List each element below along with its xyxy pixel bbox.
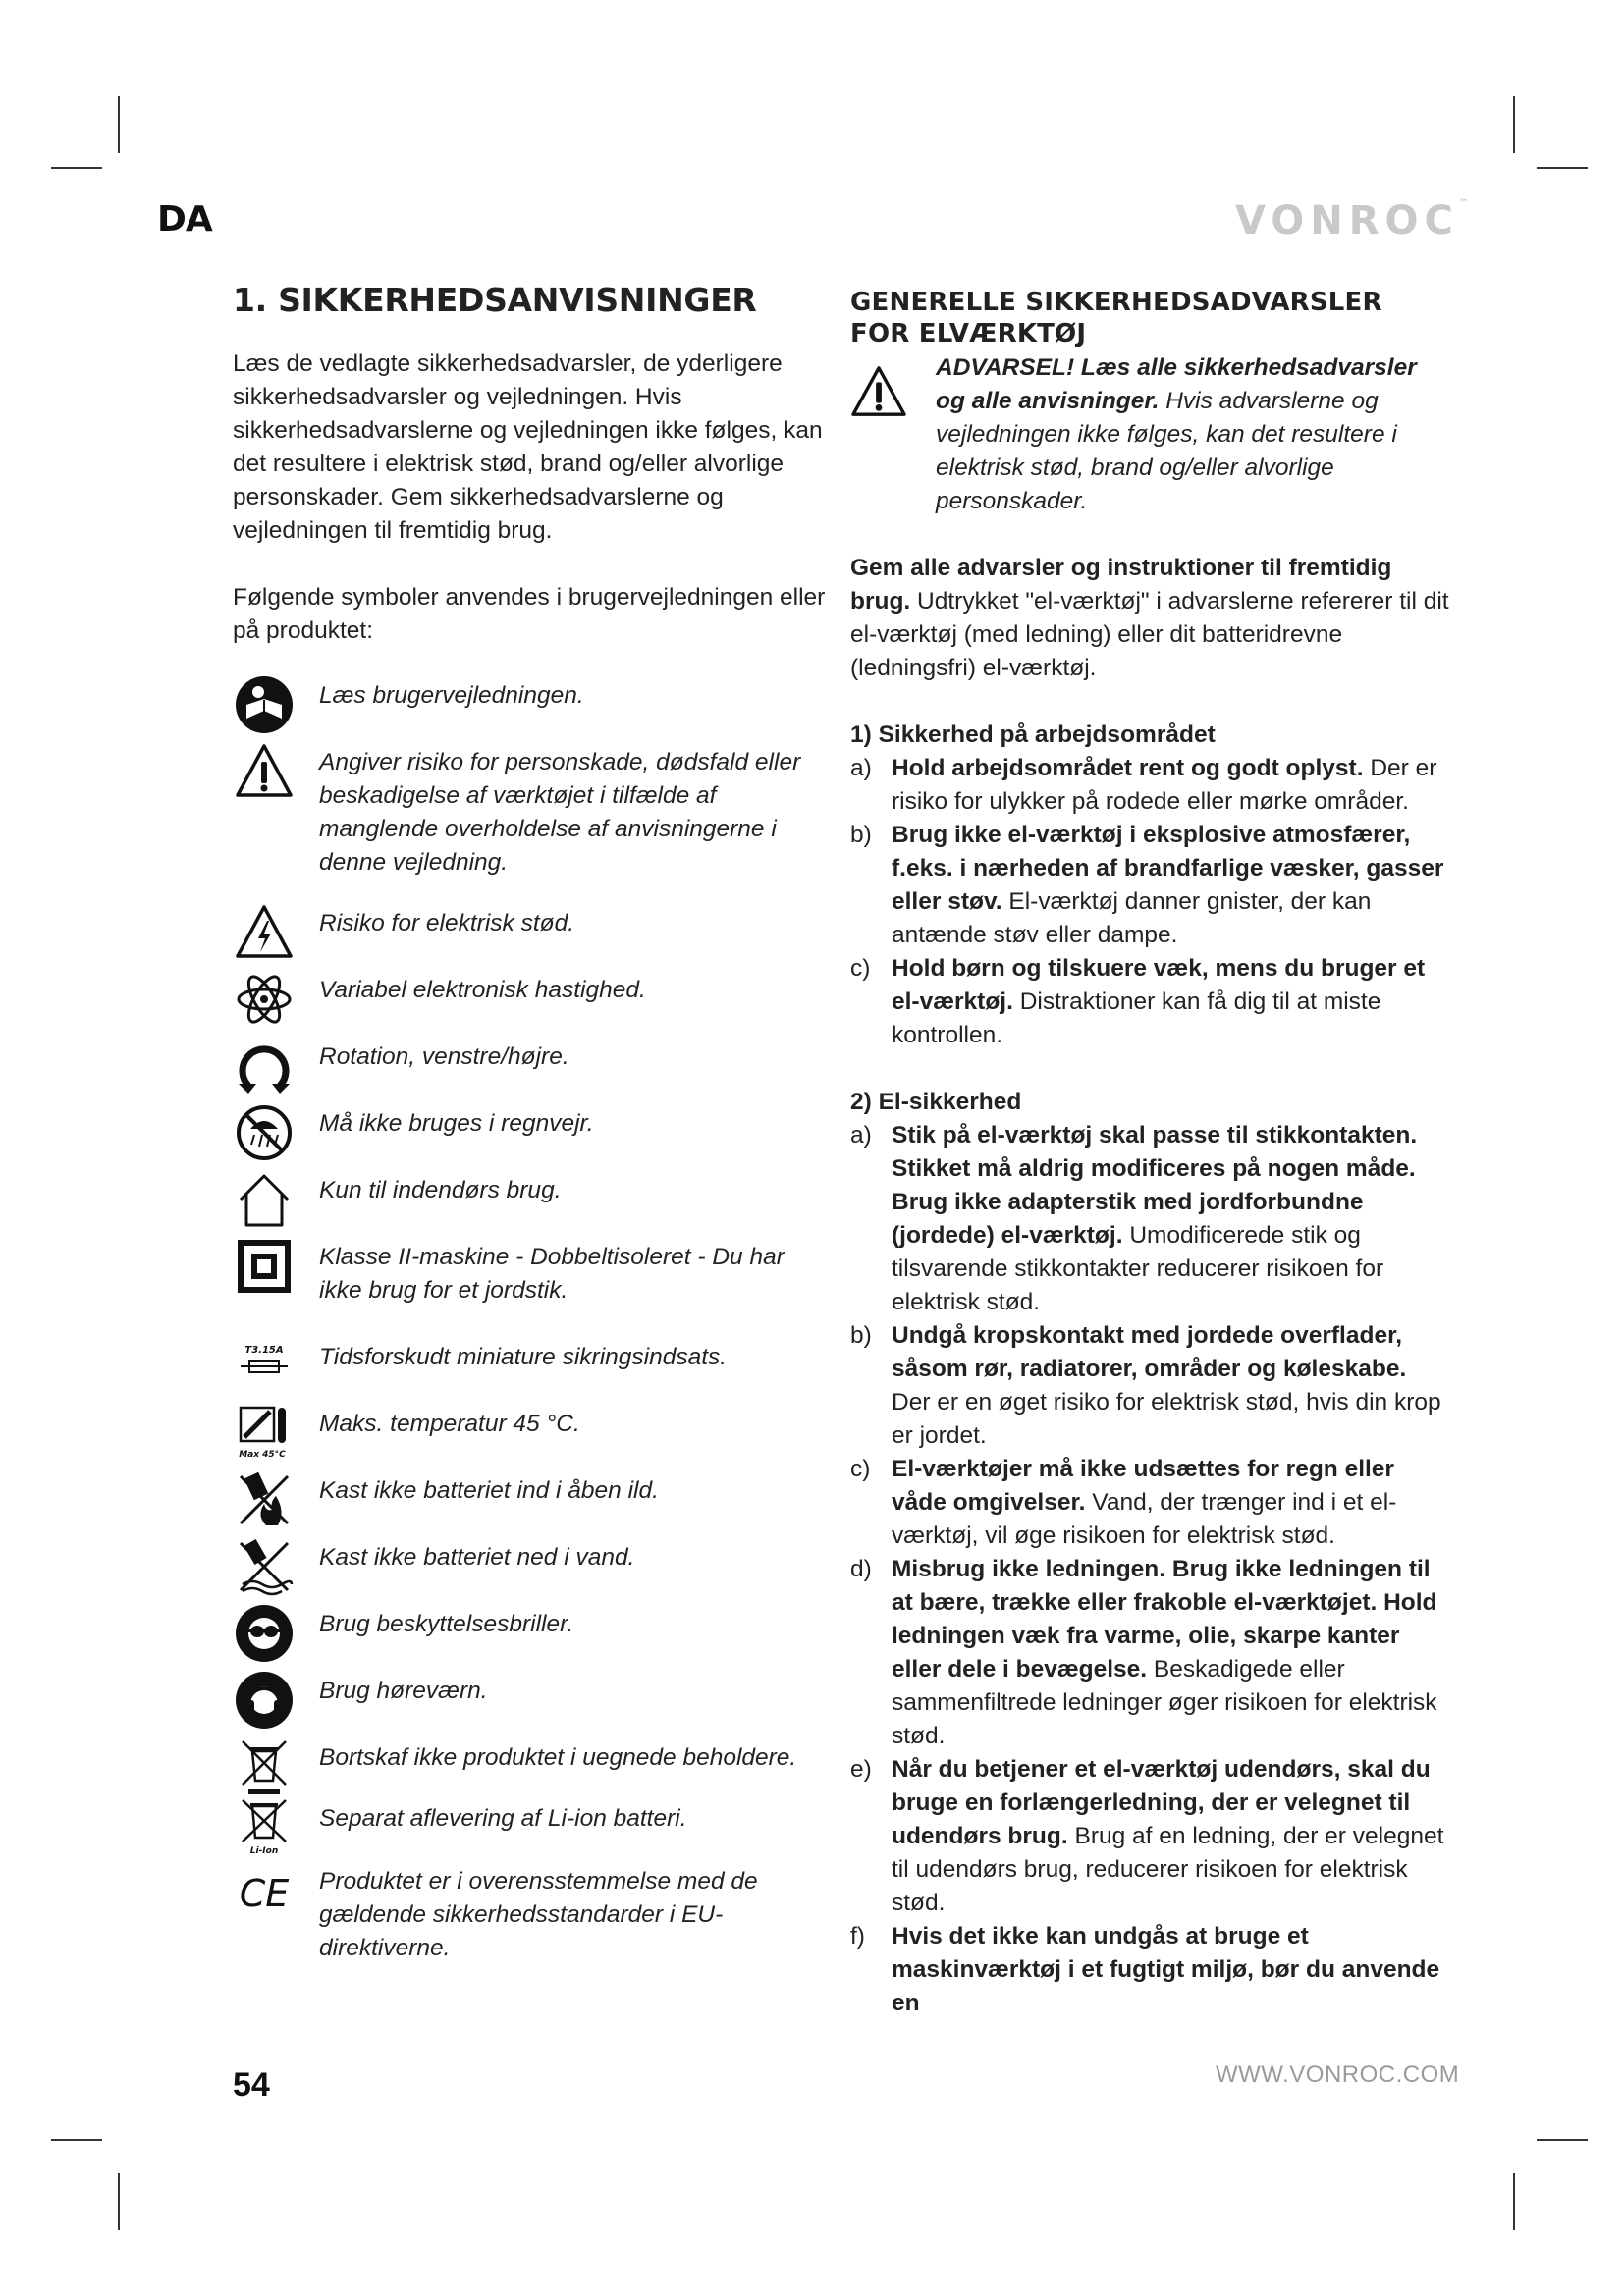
list-item xyxy=(850,1319,1449,1453)
max-temperature-icon xyxy=(233,1404,296,1463)
item-letter: a) xyxy=(850,1122,872,1148)
crop-mark xyxy=(51,2139,102,2141)
ce-mark-icon xyxy=(233,1861,296,1920)
symbol-row xyxy=(233,1865,832,1965)
no-fire-icon xyxy=(233,1470,296,1529)
brand-logo xyxy=(1235,198,1469,243)
symbol-list xyxy=(233,679,832,1965)
no-water-icon xyxy=(233,1537,296,1596)
safety-goggles-icon xyxy=(233,1604,296,1663)
crop-mark xyxy=(1537,167,1588,169)
website-link: WWW.VONROC.COM xyxy=(1216,2061,1460,2088)
item-text: Der er risiko for ulykker på rodede eller mørke områder. xyxy=(892,755,1437,815)
item-bold: Hold børn og tilskuere væk, mens du bruger et el-værktøj. xyxy=(892,955,1426,1015)
list-item xyxy=(850,1920,1449,2020)
list-item xyxy=(850,952,1449,1052)
symbol-description: Må ikke bruges i regnvejr. xyxy=(319,1110,594,1137)
item-bold: Misbrug ikke ledningen. Brug ikke ledningen til at bære, trække eller frakoble el-værktøjet. Hold ledningen væk fra varme, olie, skarpe kanter eller dele i bevægelse. xyxy=(892,1556,1437,1682)
crop-mark xyxy=(118,2173,120,2230)
symbol-row xyxy=(233,1474,832,1508)
symbol-description: Læs brugervejledningen. xyxy=(319,682,584,709)
symbol-row xyxy=(233,1107,832,1141)
intro-paragraph: Læs de vedlagte sikkerhedsadvarsler, de yderligere sikkerhedsadvarsler og vejledningen. Hvis sikkerhedsadvarslerne og vejledningen ikke følges, kan det resultere i elektrisk stød, brand og/eller alvorlige personskader. Gem sikkerhedsadvarslerne og vejledningen til fremtidig brug. xyxy=(233,350,823,544)
general-warnings-title: GENERELLE SIKKERHEDSADVARSLER FOR ELVÆRKTØJ xyxy=(850,288,1382,348)
warning-triangle-icon xyxy=(233,742,296,801)
symbol-row xyxy=(233,1802,832,1856)
item-letter: c) xyxy=(850,1456,871,1482)
left-column xyxy=(233,281,832,1965)
symbol-description: Kun til indendørs brug. xyxy=(319,1177,562,1203)
item-bold: Undgå kropskontakt med jordede overflader, såsom rør, radiatorer, områder og køleskabe. xyxy=(892,1322,1407,1382)
ce-label: CE xyxy=(239,1872,290,1915)
symbol-description: Separat aflevering af Li-ion batteri. xyxy=(319,1805,687,1832)
list-item xyxy=(850,1553,1449,1753)
ear-protection-icon xyxy=(233,1671,296,1730)
symbol-description: Brug beskyttelsesbriller. xyxy=(319,1611,574,1637)
symbol-description: Angiver risiko for personskade, dødsfald eller beskadigelse af værktøjet i tilfælde af manglende overholdelse af anvisningerne i denne vejledning. xyxy=(319,749,801,876)
symbol-row xyxy=(233,1541,832,1575)
symbol-description: Brug høreværn. xyxy=(319,1678,488,1704)
item-text: Der er en øget risiko for elektrisk stød, hvis din krop er jordet. xyxy=(892,1389,1441,1449)
list-item xyxy=(850,1119,1449,1319)
section-heading: 1) Sikkerhed på arbejdsområdet xyxy=(850,721,1216,748)
brand-trademark: ™ xyxy=(1458,198,1469,209)
li-ion-label: Li-Ion xyxy=(249,1846,279,1856)
warning-block xyxy=(850,351,1449,518)
symbol-description: Maks. temperatur 45 °C. xyxy=(319,1411,580,1437)
weee-bin-icon xyxy=(233,1737,296,1796)
symbol-description: Rotation, venstre/højre. xyxy=(319,1043,569,1070)
right-column xyxy=(850,287,1449,2020)
symbol-description: Produktet er i overensstemmelse med de gældende sikkerhedsstandarder i EU-direktiverne. xyxy=(319,1868,758,1961)
list-item xyxy=(850,752,1449,819)
class-ii-icon xyxy=(233,1237,296,1296)
symbol-row xyxy=(233,1608,832,1641)
symbol-row xyxy=(233,1041,832,1074)
electric-shock-icon xyxy=(233,903,296,962)
fuse-icon xyxy=(233,1337,296,1396)
item-bold: Når du betjener et el-værktøj udendørs, skal du bruge en forlængerledning, der er velegnet til udendørs brug. xyxy=(892,1756,1431,1849)
symbol-row xyxy=(233,1174,832,1207)
item-letter: c) xyxy=(850,955,871,982)
symbol-row xyxy=(233,907,832,940)
symbol-description: Bortskaf ikke produktet i uegnede beholdere. xyxy=(319,1744,797,1771)
symbol-description: Kast ikke batteriet ind i åben ild. xyxy=(319,1477,659,1504)
item-letter: a) xyxy=(850,755,872,781)
crop-mark xyxy=(1513,96,1515,153)
temperature-label: Max 45°C xyxy=(239,1450,286,1460)
item-bold: Brug ikke el-værktøj i eksplosive atmosfærer, f.eks. i nærheden af brandfarlige væsker, gasser eller støv. xyxy=(892,822,1444,915)
item-letter: d) xyxy=(850,1556,872,1582)
symbol-row xyxy=(233,1408,832,1460)
item-bold: Stik på el-værktøj skal passe til stikkontakten. Stikket må aldrig modificeres på nogen måde. Brug ikke adapterstik med jordforbundne (jordede) el-værktøj. xyxy=(892,1122,1418,1249)
crop-mark xyxy=(1513,2173,1515,2230)
indoor-use-icon xyxy=(233,1170,296,1229)
brand-name: VONROC xyxy=(1235,198,1459,243)
page-number: 54 xyxy=(233,2066,270,2104)
warning-bold: ADVARSEL! Læs alle sikkerhedsadvarsler og alle anvisninger. xyxy=(936,354,1417,414)
item-bold: Hold arbejdsområdet rent og godt oplyst. xyxy=(892,755,1364,781)
no-rain-icon xyxy=(233,1103,296,1162)
rotation-icon xyxy=(233,1037,296,1095)
list-item xyxy=(850,1453,1449,1553)
language-code: DA xyxy=(157,199,212,240)
symbol-row xyxy=(233,746,832,880)
item-text: Umodificerede stik og tilsvarende stikkontakter reducerer risikoen for elektrisk stød. xyxy=(892,1222,1384,1315)
symbol-description: Variabel elektronisk hastighed. xyxy=(319,977,646,1003)
warning-text: Hvis advarslerne og vejledningen ikke følges, kan det resultere i elektrisk stød, brand og/eller alvorlige personskader. xyxy=(936,388,1397,514)
crop-mark xyxy=(1537,2139,1588,2141)
item-bold: Hvis det ikke kan undgås at bruge et maskinværktøj i et fugtigt miljø, bør du anvende en xyxy=(892,1923,1440,2016)
symbol-description: Klasse II-maskine - Dobbeltisoleret - Du har ikke brug for et jordstik. xyxy=(319,1244,785,1304)
crop-mark xyxy=(118,96,120,153)
symbol-row xyxy=(233,974,832,1007)
item-text: Beskadigede eller sammenfiltrede ledninger øger risikoen for elektrisk stød. xyxy=(892,1656,1437,1749)
item-letter: e) xyxy=(850,1756,872,1783)
item-text: El-værktøj danner gnister, der kan antænde støv eller dampe. xyxy=(892,888,1372,948)
item-letter: b) xyxy=(850,822,872,848)
section-title: 1. SIKKERHEDSANVISNINGER xyxy=(233,281,757,319)
save-instructions xyxy=(850,552,1449,685)
item-text: Distraktioner kan få dig til at miste kontrollen. xyxy=(892,988,1381,1048)
item-bold: El-værktøjer må ikke udsættes for regn eller våde omgivelser. xyxy=(892,1456,1394,1516)
variable-speed-icon xyxy=(233,970,296,1029)
list-item xyxy=(850,819,1449,952)
symbol-row xyxy=(233,1241,832,1308)
symbol-description: Risiko for elektrisk stød. xyxy=(319,910,575,936)
item-text: Vand, der trænger ind i et el-værktøj, vil øge risikoen for elektrisk stød. xyxy=(892,1489,1397,1549)
symbol-description: Tidsforskudt miniature sikringsindsats. xyxy=(319,1344,728,1370)
symbol-row xyxy=(233,1741,832,1775)
li-ion-bin-icon xyxy=(233,1798,296,1857)
symbol-row xyxy=(233,679,832,713)
save-bold: Gem alle advarsler og instruktioner til fremtidig brug. xyxy=(850,555,1392,614)
section-heading: 2) El-sikkerhed xyxy=(850,1089,1022,1115)
symbol-row xyxy=(233,1341,832,1374)
symbols-intro: Følgende symboler anvendes i brugervejledningen eller på produktet: xyxy=(233,584,826,644)
list-item xyxy=(850,1753,1449,1920)
symbol-row xyxy=(233,1675,832,1708)
warning-triangle-icon xyxy=(850,365,907,418)
item-letter: b) xyxy=(850,1322,872,1349)
fuse-label: T3.15A xyxy=(244,1345,284,1356)
crop-mark xyxy=(51,167,102,169)
read-manual-icon xyxy=(233,675,296,734)
save-text: Udtrykket "el-værktøj" i advarslerne refererer til dit el-værktøj (med ledning) eller dit batteridrevne (ledningsfri) el-værktøj. xyxy=(850,588,1449,681)
item-letter: f) xyxy=(850,1923,865,1949)
symbol-description: Kast ikke batteriet ned i vand. xyxy=(319,1544,635,1571)
item-text: Brug af en ledning, der er velegnet til udendørs brug, reducerer risikoen for elektrisk stød. xyxy=(892,1823,1444,1916)
